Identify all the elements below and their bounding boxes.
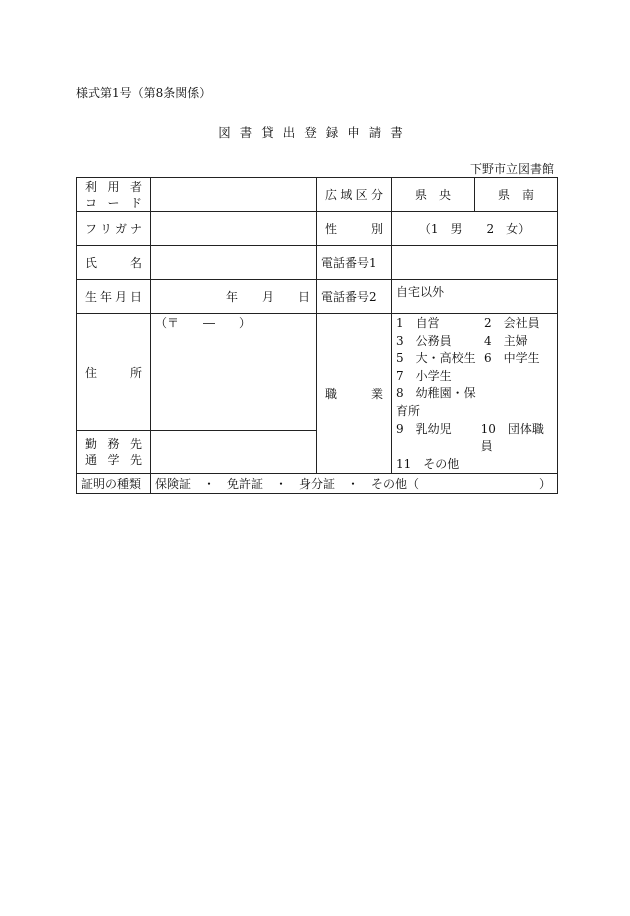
row-furigana xyxy=(77,212,558,246)
area-option-kennan[interactable]: 県 南 xyxy=(475,178,558,212)
furigana-label: フ リ ガ ナ xyxy=(77,212,151,246)
area-label: 広 域 区 分 xyxy=(317,178,392,212)
tel1-label: 電話番号1 xyxy=(317,246,392,280)
furigana-field[interactable] xyxy=(151,212,317,246)
tel2-field[interactable]: 自宅以外 xyxy=(392,280,558,314)
occupation-row: 8 幼稚園・保育所 xyxy=(396,386,476,418)
row-birth xyxy=(77,280,558,314)
row-name xyxy=(77,246,558,280)
address-label: 住 所 xyxy=(77,314,151,431)
occupation-row: 5 大・高校生 6 中学生 xyxy=(396,351,540,366)
proof-options[interactable]: 保険証 ・ 免許証 ・ 身分証 ・ その他（ ） xyxy=(151,474,558,494)
registration-form-table xyxy=(76,177,558,494)
occupation-row: 7 小学生 xyxy=(396,368,452,383)
occupation-options[interactable] xyxy=(392,314,558,474)
tel1-field[interactable] xyxy=(392,246,558,280)
tel2-label: 電話番号2 xyxy=(317,280,392,314)
occupation-label: 職 業 xyxy=(317,314,392,474)
occupation-row: 11 その他 xyxy=(396,456,460,471)
row-proof xyxy=(77,474,558,494)
postal-code: （〒 ― ） xyxy=(155,316,252,330)
birth-field[interactable]: 年 月 日 xyxy=(151,280,317,314)
name-label: 氏 名 xyxy=(77,246,151,280)
proof-label: 証明の種類 xyxy=(77,474,151,494)
row-address xyxy=(77,314,558,431)
occupation-row: 1 自営 2 会社員 xyxy=(396,316,540,330)
workplace-field[interactable] xyxy=(151,431,317,474)
user-code-label: 利 用 者 コ ー ド xyxy=(77,178,151,212)
user-code-field[interactable] xyxy=(151,178,317,212)
form-number: 様式第1号（第8条関係） xyxy=(76,86,212,100)
workplace-label: 勤 務 先 通 学 先 xyxy=(77,431,151,474)
occupation-row: 9 乳幼児 10 団体職員 xyxy=(396,421,544,454)
library-name: 下野市立図書館 xyxy=(469,162,554,176)
gender-label: 性 別 xyxy=(317,212,392,246)
birth-label: 生 年 月 日 xyxy=(77,280,151,314)
gender-options[interactable]: （1 男 2 女） xyxy=(392,212,558,246)
row-user-code xyxy=(77,178,558,212)
form-title: 図書貸出登録申請書 xyxy=(218,125,412,140)
occupation-row: 3 公務員 4 主婦 xyxy=(396,333,528,348)
name-field[interactable] xyxy=(151,246,317,280)
address-field[interactable] xyxy=(151,314,317,431)
area-option-kenou[interactable]: 県 央 xyxy=(392,178,475,212)
